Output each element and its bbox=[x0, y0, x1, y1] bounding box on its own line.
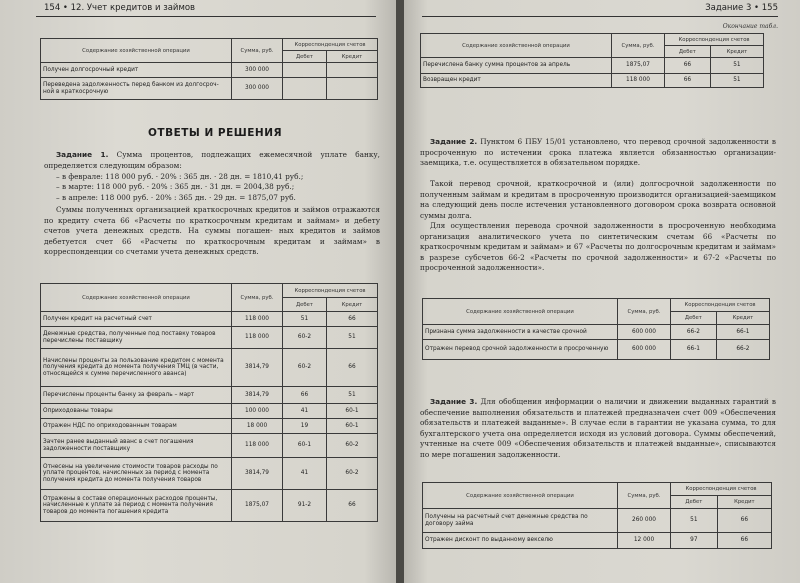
right-running-head: Задание 3 • 155 bbox=[705, 3, 778, 13]
col-credit: Кредит bbox=[717, 496, 771, 509]
table-row: Денежные средства, полученные под поставку товаров перечислены поставщику 118 000 60-2 51 bbox=[41, 327, 378, 349]
col-corr: Корреспонденция счетов bbox=[665, 34, 764, 46]
table-row: Признана сумма задолженности в качестве срочной 600 000 66-2 66-1 bbox=[423, 325, 770, 340]
table-row: Получен кредит на расчетный счет 118 000 51 66 bbox=[41, 312, 378, 327]
right-page bbox=[404, 0, 800, 583]
table-row: Зачтен ранее выданный аванс в счет погашения задолженности поставщику 118 000 60-1 60-2 bbox=[41, 434, 378, 458]
book-gutter bbox=[396, 0, 404, 583]
col-debit: Дебет bbox=[665, 46, 711, 58]
col-amount: Сумма, руб. bbox=[612, 34, 665, 58]
left-page bbox=[0, 0, 396, 583]
col-debit: Дебет bbox=[283, 298, 327, 312]
col-credit: Кредит bbox=[710, 46, 763, 58]
left-running-head: 154 • 12. Учет кредитов и займов bbox=[44, 3, 196, 13]
task1-bullets bbox=[56, 172, 380, 203]
task1-body: Суммы полученных организацией краткосрочных кредитов и займов отражаются по кредиту счета 66 «Расчеты по краткосрочным кредитам и займам» и дебету счетов учета денежных средств. На суммы погашен- ных кредитов и займов дебетуется счет 66 «Расчеты по краткосрочным кредитам и займам» в корреспонденции со счетами учета денежных средств. bbox=[44, 205, 380, 256]
task2-label: Задание 2. bbox=[430, 137, 478, 146]
col-amount: Сумма, руб. bbox=[618, 483, 671, 509]
table-row: Отражен дисконт по выданному векселю 12 000 97 66 bbox=[423, 533, 772, 549]
col-operation: Содержание хозяйственной операции bbox=[41, 39, 232, 63]
col-credit: Кредит bbox=[716, 312, 769, 325]
right-mid-table bbox=[422, 298, 770, 360]
left-header-rule bbox=[36, 16, 376, 17]
table-row: Получены на расчетный счет денежные средства по договору займа 260 000 51 66 bbox=[423, 509, 772, 533]
col-credit: Кредит bbox=[326, 51, 377, 63]
right-bottom-table bbox=[422, 482, 772, 549]
task1-label: Задание 1. bbox=[56, 150, 109, 159]
list-item: – в марте: 118 000 руб. · 20% : 365 дн. · 31 дн. = 2004,38 руб.; bbox=[56, 182, 295, 192]
right-top-table bbox=[420, 33, 764, 88]
table-row: Отнесены на увеличение стоимости товаров расходы по уплате процентов, начисленных за период с момента получения кредита до момента получения товаров 3814,79 41 60-2 bbox=[41, 458, 378, 490]
col-corr: Корреспонденция счетов bbox=[671, 483, 772, 496]
table-row: Оприходованы товары 100 000 41 60-1 bbox=[41, 404, 378, 419]
table-row: Перечислены проценты банку за февраль – март 3814,79 66 51 bbox=[41, 387, 378, 404]
table-row: Получен долгосрочный кредит 300 000 bbox=[41, 63, 378, 78]
continuation-note: Окончание табл. bbox=[722, 23, 778, 30]
task2-body-2: Для осуществления перевода срочной задолженности в просроченную необходима организация аналитического учета по синтетическим счетам 66 «Расчеты по краткосрочным кредитам и займам» и 67 «Расчеты по долгосрочным кредитам и займам» в разрезе субсчетов 66-2 «Расчеты по срочной задолженности» и 67-2 «Расчеты по просроченной задолженности». bbox=[420, 221, 776, 272]
col-amount: Сумма, руб. bbox=[618, 299, 671, 325]
section-title: ОТВЕТЫ И РЕШЕНИЯ bbox=[148, 127, 283, 139]
col-operation: Содержание хозяйственной операции bbox=[41, 284, 232, 312]
col-amount: Сумма, руб. bbox=[232, 39, 283, 63]
right-header-rule bbox=[422, 16, 778, 17]
col-amount: Сумма, руб. bbox=[232, 284, 283, 312]
col-operation: Содержание хозяйственной операции bbox=[423, 483, 618, 509]
table-row: Отражен перевод срочной задолженности в просроченную 600 000 66-1 66-2 bbox=[423, 340, 770, 360]
col-corr: Корреспонденция счетов bbox=[283, 39, 378, 51]
table-row: Отражен НДС по оприходованным товарам 18 000 19 60-1 bbox=[41, 419, 378, 434]
table-row: Переведена задолженность перед банком из долгосроч- ной в краткосрочную 300 000 bbox=[41, 78, 378, 100]
left-main-table bbox=[40, 283, 378, 522]
task1-intro: Задание 1. Сумма процентов, подлежащих ежемесячной уплате банку, определяется следующим образом: bbox=[44, 150, 381, 170]
col-corr: Корреспонденция счетов bbox=[283, 284, 378, 298]
task3-text: Задание 3. Для обобщения информации о наличии и движении выданных гарантий в обеспечение выполнения обязательств и платежей предназначен счет 009 «Обеспечения обязательств и платежей выданные». В случае если в гарантии не указана сумма, то для бухгалтерского учета она определяется исходя из условий договора. Суммы обеспечений, учтенные на счете 009 «Обеспечения обязательств и платежей выданные», списываются по мере погашения задолженности. bbox=[420, 397, 776, 459]
table-row: Отражены в составе операционных расходов проценты, начисленные к уплате за период с момента получения товаров до момента погашения кредита 1875,07 91-2 66 bbox=[41, 490, 378, 522]
table-row: Возвращен кредит 118 000 66 51 bbox=[421, 74, 764, 88]
col-debit: Дебет bbox=[671, 312, 717, 325]
col-operation: Содержание хозяйственной операции bbox=[421, 34, 612, 58]
col-debit: Дебет bbox=[283, 51, 327, 63]
list-item: – в феврале: 118 000 руб. · 20% : 365 дн. · 28 дн. = 1810,41 руб.; bbox=[56, 172, 304, 181]
left-top-table bbox=[40, 38, 378, 100]
table-row: Перечислена банку сумма процентов за апрель 1875,07 66 51 bbox=[421, 58, 764, 74]
table-row: Начислены проценты за пользование кредитом с момента получения кредита до момента получения ТМЦ (в части, относящейся к сумме перечисленного аванса) 3814,79 60-2 66 bbox=[41, 349, 378, 387]
task2-body-1: Такой перевод срочной, краткосрочной и (или) долгосрочной задолженности по полученным займам и кредитам в просроченную производится организацией-заемщиком на следующий день после истечения установленного договором срока возврата основной суммы долга. bbox=[420, 179, 776, 220]
col-debit: Дебет bbox=[671, 496, 718, 509]
col-credit: Кредит bbox=[326, 298, 377, 312]
task2-intro: Задание 2. Пунктом 6 ПБУ 15/01 установлено, что перевод срочной задолженности в просроченную по истечении срока платежа является обязанностью организации-заемщика, т.е. осуществляется в обязательном порядке. bbox=[420, 137, 776, 167]
col-operation: Содержание хозяйственной операции bbox=[423, 299, 618, 325]
task3-label: Задание 3. bbox=[430, 397, 478, 406]
col-corr: Корреспонденция счетов bbox=[671, 299, 770, 312]
list-item: – в апреле: 118 000 руб. · 20% : 365 дн. · 29 дн. = 1875,07 руб. bbox=[56, 192, 296, 202]
